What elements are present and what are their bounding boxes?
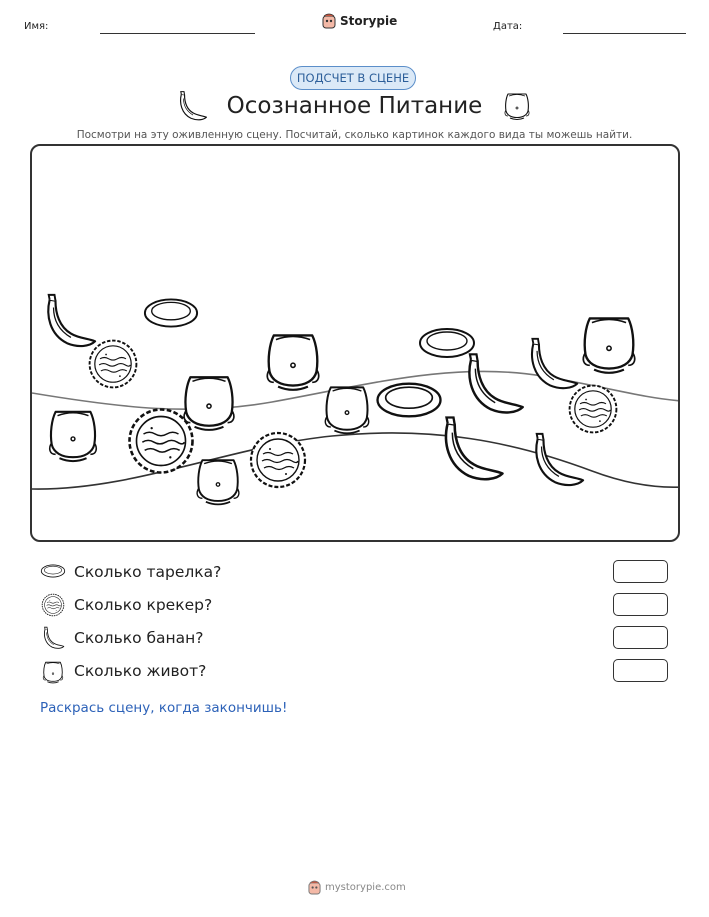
name-label: Имя: xyxy=(24,21,49,32)
plate-icon xyxy=(378,384,441,417)
banana-icon xyxy=(48,295,95,346)
belly-icon xyxy=(267,335,318,389)
question-text: Сколько тарелка? xyxy=(74,563,222,581)
date-field[interactable] xyxy=(563,33,686,34)
belly-icon xyxy=(184,377,234,430)
footer-url[interactable]: mystorypie.com xyxy=(325,882,406,893)
plate-icon xyxy=(40,562,66,580)
banana-icon xyxy=(469,354,522,412)
cracker-icon xyxy=(40,593,66,617)
counting-scene xyxy=(30,144,680,542)
footer xyxy=(308,880,406,895)
belly-icon xyxy=(325,387,368,433)
belly-icon xyxy=(40,659,66,685)
answer-box[interactable] xyxy=(613,560,668,583)
question-row xyxy=(40,659,670,685)
question-row xyxy=(40,560,670,586)
storypie-mascot-icon xyxy=(322,13,336,29)
brand-logo xyxy=(322,13,397,29)
plate-icon xyxy=(420,329,474,357)
date-label: Дата: xyxy=(493,21,523,32)
belly-icon xyxy=(583,318,634,372)
answer-box[interactable] xyxy=(613,626,668,649)
cracker-icon xyxy=(251,433,305,487)
plate-icon xyxy=(145,299,197,326)
question-text: Сколько банан? xyxy=(74,629,204,647)
question-text: Сколько живот? xyxy=(74,662,207,680)
storypie-mascot-icon xyxy=(308,880,321,895)
belly-icon xyxy=(50,412,97,461)
brand-name: Storypie xyxy=(340,14,398,28)
instructions: Посмотри на эту оживленную сцену. Посчитай, сколько картинок каждого вида ты можешь найти. xyxy=(76,129,633,141)
question-row xyxy=(40,626,670,652)
page-title: Осознанное Питание xyxy=(226,93,483,119)
answer-box[interactable] xyxy=(613,659,668,682)
activity-badge: ПОДСЧЕТ В СЦЕНЕ xyxy=(290,66,416,90)
cracker-icon xyxy=(570,386,617,433)
answer-box[interactable] xyxy=(613,593,668,616)
coloring-instruction: Раскрась сцену, когда закончишь! xyxy=(40,700,288,716)
name-field[interactable] xyxy=(100,33,255,34)
question-row xyxy=(40,593,670,619)
cracker-icon xyxy=(130,410,193,473)
banana-icon xyxy=(40,626,66,650)
belly-icon xyxy=(197,460,239,504)
question-text: Сколько крекер? xyxy=(74,596,213,614)
banana-icon xyxy=(532,339,577,388)
cracker-icon xyxy=(90,341,137,388)
banana-icon xyxy=(446,418,502,480)
belly-icon xyxy=(502,90,532,122)
